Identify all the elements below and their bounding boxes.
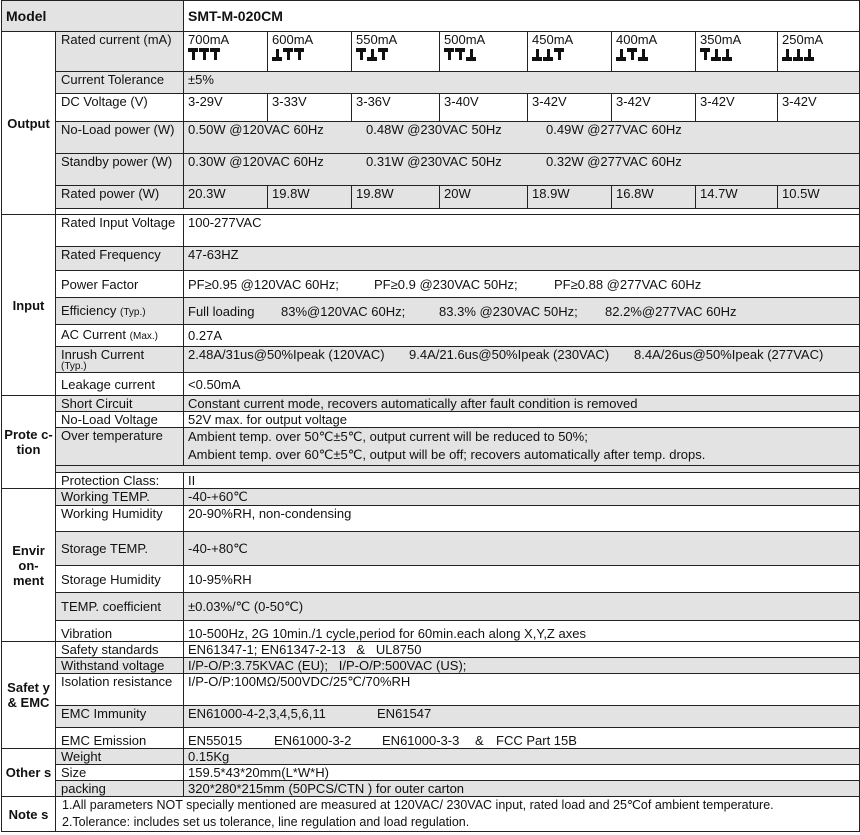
rated-power-value: 19.8W (352, 186, 440, 209)
emc-emission-value: & (475, 733, 484, 748)
notes-row (2, 797, 860, 832)
dc-voltage-value: 3-33V (268, 94, 352, 122)
rated-current-cell (528, 32, 612, 72)
rated-current-cell (268, 32, 352, 72)
standby-power-value: 0.30W @120VAC 60Hz (188, 154, 324, 169)
temp-coefficient-row (2, 593, 860, 621)
dip-switch-icon (188, 48, 263, 61)
storage-temp-value: -40-+80℃ (184, 532, 860, 566)
withstand-voltage-row (2, 658, 860, 674)
ac-current-value: 0.27A (184, 325, 860, 347)
section-environment: Envir on- ment (2, 489, 56, 642)
dip-pin-icon (532, 48, 542, 61)
emc-emission-value: EN61000-3-3 (382, 733, 460, 748)
model-value: SMT-M-020CM (184, 1, 860, 32)
dip-pin-icon (711, 48, 721, 61)
section-safety-emc: Safet y & EMC (2, 642, 56, 749)
emc-emission-value: EN61000-3-2 (274, 733, 352, 748)
inrush-current-value: 9.4A/21.6us@50%Ipeak (230VAC) (409, 347, 610, 362)
rated-current-cell (696, 32, 778, 72)
withstand-voltage-value: I/P-O/P:3.75KVAC (EU); I/P-O/P:500VAC (US); (184, 658, 860, 674)
dip-pin-icon (543, 48, 553, 61)
section-input: Input (2, 215, 56, 396)
current-tolerance-value: ±5% (184, 72, 860, 94)
dip-switch-icon (272, 48, 347, 61)
rated-current-value: 700mA (188, 32, 230, 47)
dc-voltage-value: 3-36V (352, 94, 440, 122)
dc-voltage-row (2, 94, 860, 122)
rated-power-value: 16.8W (612, 186, 696, 209)
efficiency-value: 83.3% @230VAC 50Hz; (439, 303, 578, 319)
rated-current-row (2, 32, 860, 72)
weight-row (2, 749, 860, 765)
standby-power-value: 0.32W @277VAC 60Hz (546, 154, 682, 169)
rated-current-label: Rated current (mA) (56, 32, 184, 72)
current-tolerance-label: Current Tolerance (56, 72, 184, 94)
rated-frequency-row (2, 247, 860, 271)
dc-voltage-value: 3-42V (612, 94, 696, 122)
dip-pin-icon (466, 48, 476, 61)
rated-power-value: 10.5W (778, 186, 860, 209)
dip-pin-icon (627, 48, 637, 61)
leakage-current-label: Leakage current (56, 373, 184, 396)
rated-input-voltage-label: Rated Input Voltage (56, 215, 184, 247)
storage-temp-label: Storage TEMP. (56, 532, 184, 566)
dip-pin-icon (294, 48, 304, 61)
protection-class-row (2, 473, 860, 489)
standby-power-row (2, 154, 860, 186)
short-circuit-label: Short Circuit (56, 396, 184, 412)
no-load-power-value: 0.50W @120VAC 60Hz (188, 122, 324, 137)
weight-value: 0.15Kg (184, 749, 860, 765)
size-row (2, 765, 860, 781)
storage-temp-row (2, 532, 860, 566)
dip-switch-icon (356, 48, 435, 61)
power-factor-label: Power Factor (56, 271, 184, 298)
note-line-1: 1.All parameters NOT specially mentioned are measured at 120VAC/ 230VAC input, rated load and 25℃of ambient temperature. (62, 798, 774, 812)
power-factor-value: PF≥0.95 @120VAC 60Hz; (188, 276, 339, 292)
rated-current-value: 600mA (272, 32, 314, 47)
rated-power-row (2, 186, 860, 209)
inrush-current-value: 2.48A/31us@50%Ipeak (120VAC) (188, 347, 385, 362)
rated-current-cell (440, 32, 528, 72)
spec-table (1, 0, 860, 832)
rated-power-value: 19.8W (268, 186, 352, 209)
isolation-resistance-value: I/P-O/P:100MΩ/500VDC/25℃/70%RH (184, 674, 860, 706)
dc-voltage-value: 3-42V (696, 94, 778, 122)
emc-immunity-value: EN61000-4-2,3,4,5,6,11 (188, 706, 326, 721)
dip-pin-icon (782, 48, 792, 61)
dip-pin-icon (356, 48, 366, 61)
section-notes: Note s (2, 797, 56, 832)
emc-immunity-row (2, 706, 860, 728)
leakage-current-value: <0.50mA (184, 373, 860, 396)
dip-switch-icon (616, 48, 691, 61)
no-load-voltage-row (2, 412, 860, 428)
dip-pin-icon (210, 48, 220, 61)
protection-spacer-row (2, 466, 860, 473)
dip-pin-icon (700, 48, 710, 61)
protection-class-value: II (184, 473, 860, 489)
dip-switch-icon (444, 48, 523, 61)
safety-standards-value: EN61347-1; EN61347-2-13 & UL8750 (184, 642, 860, 658)
vibration-value: 10-500Hz, 2G 10min./1 cycle,period for 60min.each along X,Y,Z axes (184, 621, 860, 642)
ac-current-note: (Max.) (129, 331, 158, 342)
inrush-current-value: 8.4A/26us@50%Ipeak (277VAC) (634, 347, 824, 362)
dip-pin-icon (455, 48, 465, 61)
leakage-current-row (2, 373, 860, 396)
emc-emission-value: FCC Part 15B (496, 733, 577, 748)
storage-humidity-label: Storage Humidity (56, 566, 184, 593)
rated-current-value: 350mA (700, 32, 742, 47)
power-factor-row (2, 271, 860, 298)
dc-voltage-label: DC Voltage (V) (56, 94, 184, 122)
vibration-row (2, 621, 860, 642)
packing-value: 320*280*215mm (50PCS/CTN ) for outer carton (184, 781, 860, 797)
rated-power-value: 20.3W (184, 186, 268, 209)
rated-power-value: 18.9W (528, 186, 612, 209)
rated-current-cell (612, 32, 696, 72)
working-humidity-row (2, 506, 860, 532)
protection-class-label: Protection Class: (56, 473, 184, 489)
working-temp-label: Working TEMP. (56, 489, 184, 506)
temp-coefficient-label: TEMP. coefficient (56, 593, 184, 621)
no-load-voltage-value: 52V max. for output voltage (184, 412, 860, 428)
dc-voltage-value: 3-40V (440, 94, 528, 122)
standby-power-label: Standby power (W) (56, 154, 184, 186)
dip-pin-icon (272, 48, 282, 61)
size-value: 159.5*43*20mm(L*W*H) (184, 765, 860, 781)
dip-switch-icon (532, 48, 607, 61)
section-protection: Prote c-tion (2, 396, 56, 489)
rated-frequency-label: Rated Frequency (56, 247, 184, 271)
storage-humidity-value: 10-95%RH (184, 566, 860, 593)
dip-pin-icon (554, 48, 564, 61)
model-row (2, 1, 860, 32)
emc-emission-row (2, 728, 860, 749)
dc-voltage-value: 3-42V (778, 94, 860, 122)
safety-standards-row (2, 642, 860, 658)
rated-power-value: 14.7W (696, 186, 778, 209)
efficiency-note: (Typ.) (120, 306, 146, 318)
no-load-power-value: 0.49W @277VAC 60Hz (546, 122, 682, 137)
efficiency-value: Full loading (188, 303, 255, 319)
model-label: Model (2, 1, 184, 32)
ac-current-row (2, 325, 860, 347)
dc-voltage-value: 3-42V (528, 94, 612, 122)
no-load-power-label: No-Load power (W) (56, 122, 184, 154)
ac-current-label: AC Current (61, 327, 127, 342)
working-temp-row (2, 489, 860, 506)
short-circuit-value: Constant current mode, recovers automatically after fault condition is removed (184, 396, 860, 412)
safety-standards-label: Safety standards (56, 642, 184, 658)
over-temperature-line-2: Ambient temp. over 60℃±5℃, output will be off; recovers automatically after temp. drops. (188, 447, 706, 462)
rated-current-cell (184, 32, 268, 72)
rated-current-value: 500mA (444, 32, 486, 47)
emc-immunity-value: EN61547 (377, 706, 432, 721)
power-factor-value: PF≥0.88 @277VAC 60Hz (554, 276, 702, 292)
dip-pin-icon (444, 48, 454, 61)
rated-input-voltage-row (2, 215, 860, 247)
note-line-2: 2.Tolerance: includes set us tolerance, line regulation and load regulation. (62, 815, 470, 829)
short-circuit-row (2, 396, 860, 412)
dip-pin-icon (638, 48, 648, 61)
rated-power-label: Rated power (W) (56, 186, 184, 209)
rated-current-value: 400mA (616, 32, 658, 47)
temp-coefficient-value: ±0.03%/℃ (0-50℃) (184, 593, 860, 621)
isolation-resistance-row (2, 674, 860, 706)
withstand-voltage-label: Withstand voltage (56, 658, 184, 674)
efficiency-row (2, 298, 860, 325)
section-others: Other s (2, 749, 56, 797)
dc-voltage-value: 3-29V (184, 94, 268, 122)
efficiency-value: 82.2%@277VAC 60Hz (605, 303, 737, 319)
dip-pin-icon (367, 48, 377, 61)
inrush-current-label: Inrush Current (61, 347, 145, 362)
working-humidity-label: Working Humidity (56, 506, 184, 532)
over-temperature-line-1: Ambient temp. over 50℃±5℃, output current will be reduced to 50%; (188, 429, 588, 444)
over-temperature-row (2, 428, 860, 466)
efficiency-label: Efficiency (61, 302, 117, 318)
no-load-power-value: 0.48W @230VAC 50Hz (366, 122, 502, 137)
efficiency-value: 83%@120VAC 60Hz; (281, 303, 406, 319)
emc-emission-value: EN55015 (188, 733, 243, 748)
inrush-current-row (2, 347, 860, 373)
rated-current-value: 250mA (782, 32, 824, 47)
vibration-label: Vibration (56, 621, 184, 642)
power-factor-value: PF≥0.9 @230VAC 50Hz; (374, 276, 518, 292)
isolation-resistance-label: Isolation resistance (56, 674, 184, 706)
dip-pin-icon (616, 48, 626, 61)
rated-current-value: 450mA (532, 32, 574, 47)
emc-immunity-label: EMC Immunity (56, 706, 184, 728)
rated-current-cell (352, 32, 440, 72)
weight-label: Weight (56, 749, 184, 765)
dip-pin-icon (804, 48, 814, 61)
dip-pin-icon (378, 48, 388, 61)
dip-pin-icon (188, 48, 198, 61)
rated-input-voltage-value: 100-277VAC (184, 215, 860, 247)
dip-pin-icon (793, 48, 803, 61)
no-load-voltage-label: No-Load Voltage (56, 412, 184, 428)
dip-pin-icon (722, 48, 732, 61)
working-temp-value: -40-+60℃ (184, 489, 860, 506)
storage-humidity-row (2, 566, 860, 593)
dip-switch-icon (700, 48, 773, 61)
rated-current-cell (778, 32, 860, 72)
dip-pin-icon (199, 48, 209, 61)
no-load-power-row (2, 122, 860, 154)
packing-label: packing (56, 781, 184, 797)
current-tolerance-row (2, 72, 860, 94)
standby-power-value: 0.31W @230VAC 50Hz (366, 154, 502, 169)
section-output: Output (2, 32, 56, 215)
over-temperature-label: Over temperature (56, 428, 184, 466)
dip-pin-icon (283, 48, 293, 61)
rated-frequency-value: 47-63HZ (184, 247, 860, 271)
working-humidity-value: 20-90%RH, non-condensing (184, 506, 860, 532)
packing-row (2, 781, 860, 797)
rated-power-value: 20W (440, 186, 528, 209)
emc-emission-label: EMC Emission (56, 728, 184, 749)
size-label: Size (56, 765, 184, 781)
inrush-current-note: (Typ.) (61, 361, 87, 372)
dip-switch-icon (782, 48, 855, 61)
rated-current-value: 550mA (356, 32, 398, 47)
